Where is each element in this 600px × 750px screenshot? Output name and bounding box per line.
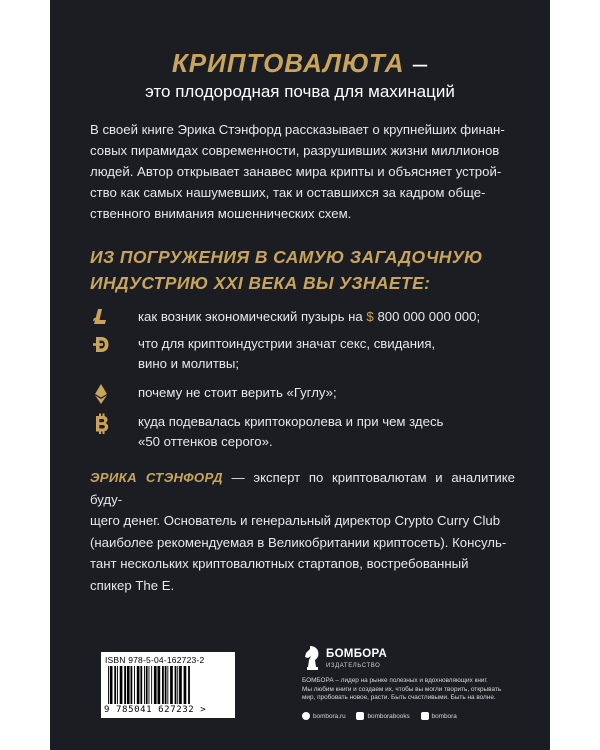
knight-chess-icon	[302, 644, 322, 672]
headline-dash: –	[412, 48, 429, 78]
dogecoin-icon	[90, 334, 112, 358]
intro-line: ство как самых нашумевших, так и оставшихся за кадром обще-	[90, 185, 486, 200]
author-bio	[90, 467, 515, 596]
barcode-bar	[184, 666, 187, 704]
barcode-bar	[137, 666, 140, 704]
isbn-number: ISBN 978-5-04-162723-2	[105, 655, 205, 665]
publisher-blurb	[302, 677, 534, 703]
headline	[50, 48, 550, 79]
intro-line: В своей книге Эрика Стэнфорд рассказывает о крупнейших финан-	[90, 122, 505, 137]
litecoin-icon	[90, 307, 112, 331]
barcode-bar	[149, 666, 150, 704]
barcode-bar	[179, 666, 182, 704]
social-vk-label: bomborabooks	[367, 712, 410, 720]
barcode	[101, 652, 235, 718]
intro-line: людей. Автор открывает занавес мира крипты и объясняет устрой-	[90, 164, 502, 179]
barcode-bar	[114, 666, 116, 704]
bullet-text: куда подевалась криптокоролева и при чем здесь	[138, 414, 444, 429]
social-telegram-label: bombora	[431, 712, 457, 720]
barcode-bar	[140, 666, 142, 704]
bullet-item	[90, 383, 520, 403]
social-website-label: bombora.ru	[313, 712, 346, 720]
bullet-item	[90, 334, 520, 374]
bullet-list	[90, 307, 520, 452]
barcode-bar	[108, 666, 109, 704]
barcode-bar	[158, 666, 161, 704]
author-line-rest: — эксперт по криптовалютам и аналитике буду-	[90, 470, 515, 507]
bullet-text: вино и молитвы;	[138, 356, 240, 371]
barcode-bar	[175, 666, 177, 704]
publisher-sub: ИЗДАТЕЛЬСТВО	[326, 663, 381, 669]
currency-sign: $	[366, 309, 374, 324]
vk-icon	[356, 712, 364, 720]
bullet-amount: 800 000 000 000;	[377, 309, 481, 324]
learn-heading-line: ИНДУСТРИЮ XXI ВЕКА ВЫ УЗНАЕТЕ:	[90, 273, 431, 293]
book-back-cover	[50, 0, 550, 750]
barcode-bar	[167, 666, 168, 704]
barcode-bar	[144, 666, 145, 704]
globe-icon	[302, 712, 310, 720]
telegram-icon	[421, 712, 429, 720]
bullet-text: «50 оттенков серого».	[138, 434, 273, 449]
barcode-bar	[146, 666, 148, 704]
blurb-line: мир, пробовать новое, расти. Быть счастливыми. Быть на волне.	[302, 694, 496, 702]
barcode-bar	[154, 666, 157, 704]
author-line: тант нескольких криптовалютных стартапов, востребованный	[90, 556, 469, 571]
learn-heading-line: ИЗ ПОГРУЖЕНИЯ В САМУЮ ЗАГАДОЧНУЮ	[90, 247, 483, 267]
publisher-logo	[302, 644, 412, 674]
barcode-bar	[134, 666, 135, 704]
ean-number: 9 785041 627232 >	[104, 705, 207, 715]
barcode-bar	[170, 666, 173, 704]
barcode-bar	[110, 666, 113, 704]
author-line: щего денег. Основатель и генеральный директор Crypto Curry Club	[90, 513, 501, 528]
barcode-bar	[165, 666, 167, 704]
barcode-bar	[131, 666, 133, 704]
author-line: (наиболее рекомендуемая в Великобритании криптосеть). Консуль-	[90, 534, 507, 550]
ethereum-icon	[90, 383, 112, 407]
barcode-bar	[151, 666, 152, 704]
bullet-item	[90, 412, 520, 452]
bullet-text: почему не стоит верить «Гуглу»;	[138, 385, 337, 400]
barcode-bar	[127, 666, 130, 704]
social-vk[interactable]	[356, 712, 409, 720]
barcode-bar	[162, 666, 164, 704]
intro-line: совых пирамидах современности, разрушивших жизни миллионов	[90, 143, 500, 158]
social-links	[302, 712, 542, 722]
learn-heading	[90, 244, 520, 296]
bullet-item	[90, 307, 520, 327]
social-website[interactable]	[302, 712, 346, 720]
barcode-bar	[188, 666, 190, 704]
bullet-text: как возник экономический пузырь на	[138, 309, 363, 324]
intro-line: ственного внимания мошеннических схем.	[90, 206, 352, 221]
bitcoin-icon	[90, 412, 112, 436]
barcode-bar	[177, 666, 178, 704]
blurb-line: БОМБОРА – лидер на рынке полезных и вдохновляющих книг.	[302, 677, 488, 684]
social-telegram[interactable]	[421, 712, 457, 720]
headline-title: КРИПТОВАЛЮТА	[171, 48, 405, 78]
bullet-text: что для криптоиндустрии значат секс, свидания,	[138, 336, 436, 351]
author-name: ЭРИКА СТЭНФОРД	[90, 470, 223, 485]
intro-paragraph	[90, 119, 515, 224]
author-line	[90, 467, 515, 510]
headline-subtitle: это плодородная почва для махинаций	[145, 82, 455, 101]
barcode-bar	[117, 666, 118, 704]
barcode-bar	[124, 666, 126, 704]
barcode-bar	[120, 666, 123, 704]
blurb-line: Мы любим книги и создаем их, чтобы вы могли творить, открывать	[302, 685, 502, 693]
publisher-name: БОМБОРА	[326, 648, 388, 660]
author-line: спикер The E.	[90, 577, 175, 593]
barcode-bars	[107, 666, 229, 704]
